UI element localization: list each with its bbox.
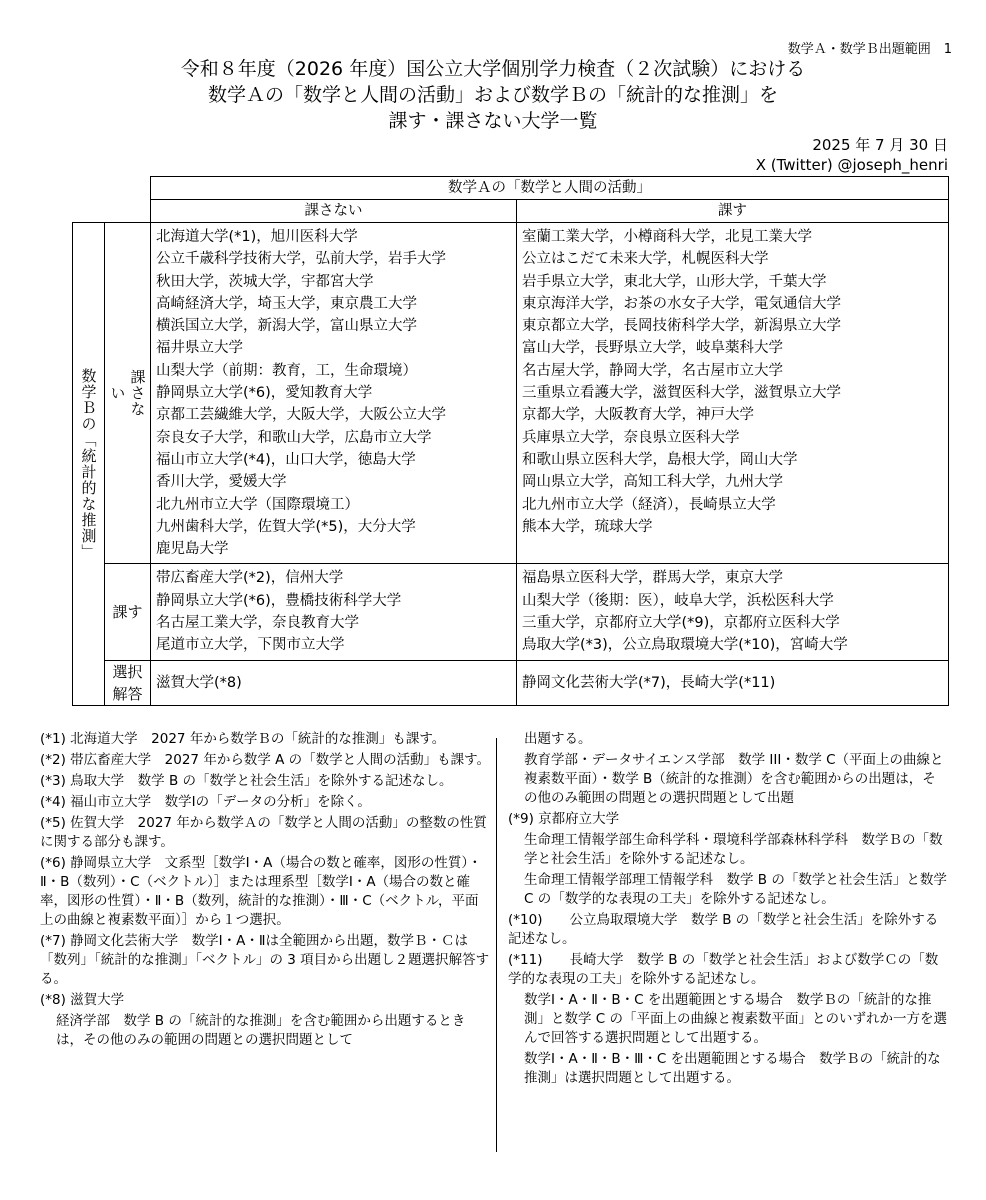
footnote-continuation (508, 1050, 948, 1088)
list-item: 静岡文化芸術大学(*7)，長崎大学(*11) (522, 674, 776, 691)
footnote-text: 生命理工情報学部生命科学科・環境科学部森林科学科 数学Ｂの「数学と社会生活」を除外する記述なし。 (524, 832, 943, 867)
cell-choice-not (151, 660, 517, 705)
footnote-text: 鳥取大学 数学 B の「数学と社会生活」を除外する記述なし。 (65, 773, 453, 789)
footnote (508, 810, 948, 829)
footnote-mark: (*3) (40, 773, 66, 789)
list-item: 滋賀大学(*8) (156, 674, 242, 691)
list-item: 和歌山県立医科大学，島根大学，岡山大学 (522, 451, 798, 468)
list-item: 奈良女子大学，和歌山大学，広島市立大学 (156, 429, 432, 446)
footnote-continuation (508, 871, 948, 909)
footnote (40, 814, 492, 852)
footnote-continuation (40, 1012, 492, 1050)
list-item: 山梨大学（後期：医），岐阜大学，浜松医科大学 (522, 592, 834, 609)
cell-not-impose (517, 223, 949, 564)
list-item: 高崎経済大学，埼玉大学，東京農工大学 (156, 295, 417, 312)
title-line: 令和８年度（2026 年度）国公立大学個別学力検査（２次試験）における (180, 58, 806, 80)
footnote-text: 帯広畜産大学 2027 年から数学 A の「数学と人間の活動」も課す。 (65, 752, 491, 768)
list-item: 京都工芸繊維大学，大阪大学，大阪公立大学 (156, 407, 446, 424)
university-matrix-table (72, 176, 949, 706)
footnote (40, 751, 492, 770)
list-item: 室蘭工業大学，小樽商科大学，北見工業大学 (522, 229, 812, 245)
footnote-text: 静岡県立大学 文系型［数学Ⅰ・A（場合の数と確率，図形の性質）・Ⅱ・B（数列）・C（ベクトル）］または理系型［数学Ⅰ・A（場合の数と確率，図形の性質）・Ⅱ・B（数列，統計的な推測）・Ⅲ・C（ベクトル，平面上の曲線と複素数平面）］から１つ選択。 (40, 855, 482, 928)
list-item: 香川大学，愛媛大学 (156, 474, 287, 491)
list-item: 福山市立大学(*4)，山口大学，徳島大学 (156, 451, 416, 468)
footnote-text: 滋賀大学 (65, 992, 125, 1008)
list-item: 横浜国立大学，新潟大学，富山県立大学 (156, 318, 417, 335)
footnote-text: 経済学部 数学 B の「統計的な推測」を含む範囲から出題するときは，その他のみの範囲の問題との選択問題として (56, 1013, 466, 1048)
footnote-text: 生命理工情報学部理工情報学科 数学 B の「数学と社会生活」と数学 C の「数学的な表現の工夫」を除外する記述なし。 (524, 872, 947, 907)
list-item: 名古屋大学，静岡大学，名古屋市立大学 (522, 362, 783, 379)
page-label: 数学Ａ・数学Ｂ出題範囲 1 (787, 42, 952, 57)
footnote-mark: (*1) (40, 731, 66, 747)
list-item: 鹿児島大学 (156, 541, 229, 558)
footnotes-left (40, 730, 492, 1052)
footnote-mark: (*6) (40, 855, 66, 871)
row-header-not-impose (105, 223, 151, 564)
cell-impose-not (151, 564, 517, 660)
footnote-mark: (*5) (40, 815, 66, 831)
footnote-text: 教育学部・データサイエンス学部 数学 III・数学 C（平面上の曲線と複素数平面）・数学 B（統計的な推測）を含む範囲からの出題は，その他のみ範囲の問題との選択問題として出題 (524, 752, 944, 806)
list-item: 北海道大学(*1)，旭川医科大学 (156, 229, 358, 245)
footnote (40, 991, 492, 1010)
university-list (517, 564, 948, 659)
row-group-label: 数学Ｂの「統計的な推測」 (79, 367, 98, 560)
row-label: 課さない (108, 369, 147, 418)
footnote (40, 854, 492, 930)
list-item: 京都大学，大阪教育大学，神戸大学 (522, 407, 754, 424)
list-item: 鳥取大学(*3)，公立鳥取環境大学(*10)，宮崎大学 (522, 637, 848, 654)
row-label-line: 選択 (112, 662, 143, 681)
list-item: 尾道市立大学，下関市立大学 (156, 637, 345, 654)
footnote (40, 772, 492, 791)
footnote-mark: (*10) (508, 912, 543, 928)
list-item: 三重県立看護大学，滋賀医科大学，滋賀県立大学 (522, 385, 841, 402)
title-line: 課す・課さない大学一覧 (388, 110, 598, 132)
footnotes-right (508, 730, 948, 1090)
list-item: 熊本大学，琉球大学 (522, 518, 653, 535)
list-item: 兵庫県立大学，奈良県立医科大学 (522, 429, 740, 446)
list-item: 三重大学，京都府立大学(*9)，京都府立医科大学 (522, 615, 840, 632)
title-line: 数学Ａの「数学と人間の活動」および数学Ｂの「統計的な推測」を (207, 84, 778, 106)
page-title (0, 56, 986, 134)
col-header-not-impose: 課さない (151, 200, 517, 223)
university-list (517, 223, 948, 541)
footnote-text: 静岡文化芸術大学 数学Ⅰ・A・Ⅱは全範囲から出題，数学Ｂ・Ｃは「数列」「統計的な推測」「ベクトル」の 3 項目から出題し２題選択解答する。 (40, 933, 490, 987)
date: 2025 年 7 月 30 日 (812, 136, 948, 154)
footnote-text: 公立鳥取環境大学 数学 B の「数学と社会生活」を除外する記述なし。 (508, 912, 939, 947)
list-item: 東京海洋大学，お茶の水女子大学，電気通信大学 (522, 295, 841, 312)
footnote-mark: (*7) (40, 933, 66, 949)
list-item: 帯広畜産大学(*2)，信州大学 (156, 570, 344, 587)
list-item: 富山大学，長野県立大学，岐阜薬科大学 (522, 340, 783, 357)
footnote-text: 京都府立大学 (533, 811, 620, 827)
list-item: 東京都立大学，長岡技術科学大学，新潟県立大学 (522, 318, 841, 335)
author-handle: X (Twitter) @joseph_henri (755, 156, 948, 174)
row-header-impose: 課す (105, 564, 151, 660)
footnote-text: 数学Ⅰ・A・Ⅱ・B・Ⅲ・C を出題範囲とする場合 数学Ｂの「統計的な推測」は選択問題として出題する。 (524, 1051, 941, 1086)
list-item: 福島県立医科大学，群馬大学，東京大学 (522, 570, 783, 587)
footnote-continuation (508, 751, 948, 808)
row-group-header (73, 223, 105, 706)
footnote (508, 911, 948, 949)
cell-choice-impose (517, 660, 949, 705)
list-item: 岡山県立大学，高知工科大学，九州大学 (522, 474, 783, 491)
table-corner (73, 177, 151, 223)
cell-impose-impose (517, 564, 949, 660)
list-item: 北九州市立大学（経済），長崎県立大学 (522, 496, 776, 513)
footnote (40, 932, 492, 989)
list-item: 山梨大学（前期：教育，工，生命環境） (156, 362, 417, 379)
row-label-line: 解答 (112, 684, 143, 703)
list-item: 福井県立大学 (156, 340, 243, 357)
list-item: 北九州市立大学（国際環境工） (156, 496, 359, 513)
cell-not-not (151, 223, 517, 564)
footnote-continuation (508, 730, 948, 749)
list-item: 岩手県立大学，東北大学，山形大学，千葉大学 (522, 273, 827, 290)
column-divider (496, 738, 497, 1152)
footnote-continuation (508, 831, 948, 869)
list-item: 九州歯科大学，佐賀大学(*5)，大分大学 (156, 518, 416, 535)
footnote-text: 出題する。 (524, 731, 592, 747)
col-group-header: 数学Ａの「数学と人間の活動」 (151, 177, 949, 200)
col-header-impose: 課す (517, 200, 949, 223)
list-item: 秋田大学，茨城大学，宇都宮大学 (156, 273, 374, 290)
university-list (151, 564, 516, 659)
footnote-text: 福山市立大学 数学Ⅰの「データの分析」を除く。 (65, 794, 371, 810)
university-list (151, 223, 516, 563)
list-item: 静岡県立大学(*6)，愛知教育大学 (156, 385, 373, 402)
footnote (40, 793, 492, 812)
list-item: 公立はこだて未来大学，札幌医科大学 (522, 251, 769, 268)
footnote (40, 730, 492, 749)
footnote-text: 長崎大学 数学 B の「数学と社会生活」および数学Ｃの「数学的な表現の工夫」を除外する記述なし。 (508, 952, 939, 987)
footnote (508, 951, 948, 989)
list-item: 静岡県立大学(*6)，豊橋技術科学大学 (156, 592, 402, 609)
footnote-continuation (508, 991, 948, 1048)
footnote-mark: (*8) (40, 992, 66, 1008)
list-item: 名古屋工業大学，奈良教育大学 (156, 615, 359, 632)
footnote-text: 佐賀大学 2027 年から数学Ａの「数学と人間の活動」の整数の性質に関する部分も課す。 (40, 815, 487, 850)
footnote-mark: (*9) (508, 811, 534, 827)
footnote-mark: (*2) (40, 752, 66, 768)
list-item: 公立千歳科学技術大学，弘前大学，岩手大学 (156, 251, 446, 268)
footnote-mark: (*11) (508, 952, 543, 968)
footnote-text: 北海道大学 2027 年から数学Ｂの「統計的な推測」も課す。 (65, 731, 446, 747)
row-header-choice (105, 660, 151, 705)
footnote-mark: (*4) (40, 794, 66, 810)
footnote-text: 数学Ⅰ・A・Ⅱ・B・C を出題範囲とする場合 数学Ｂの「統計的な推測」と数学 C の「平面上の曲線と複素数平面」とのいずれか一方を選んで回答する選択問題として出題する。 (524, 992, 948, 1046)
